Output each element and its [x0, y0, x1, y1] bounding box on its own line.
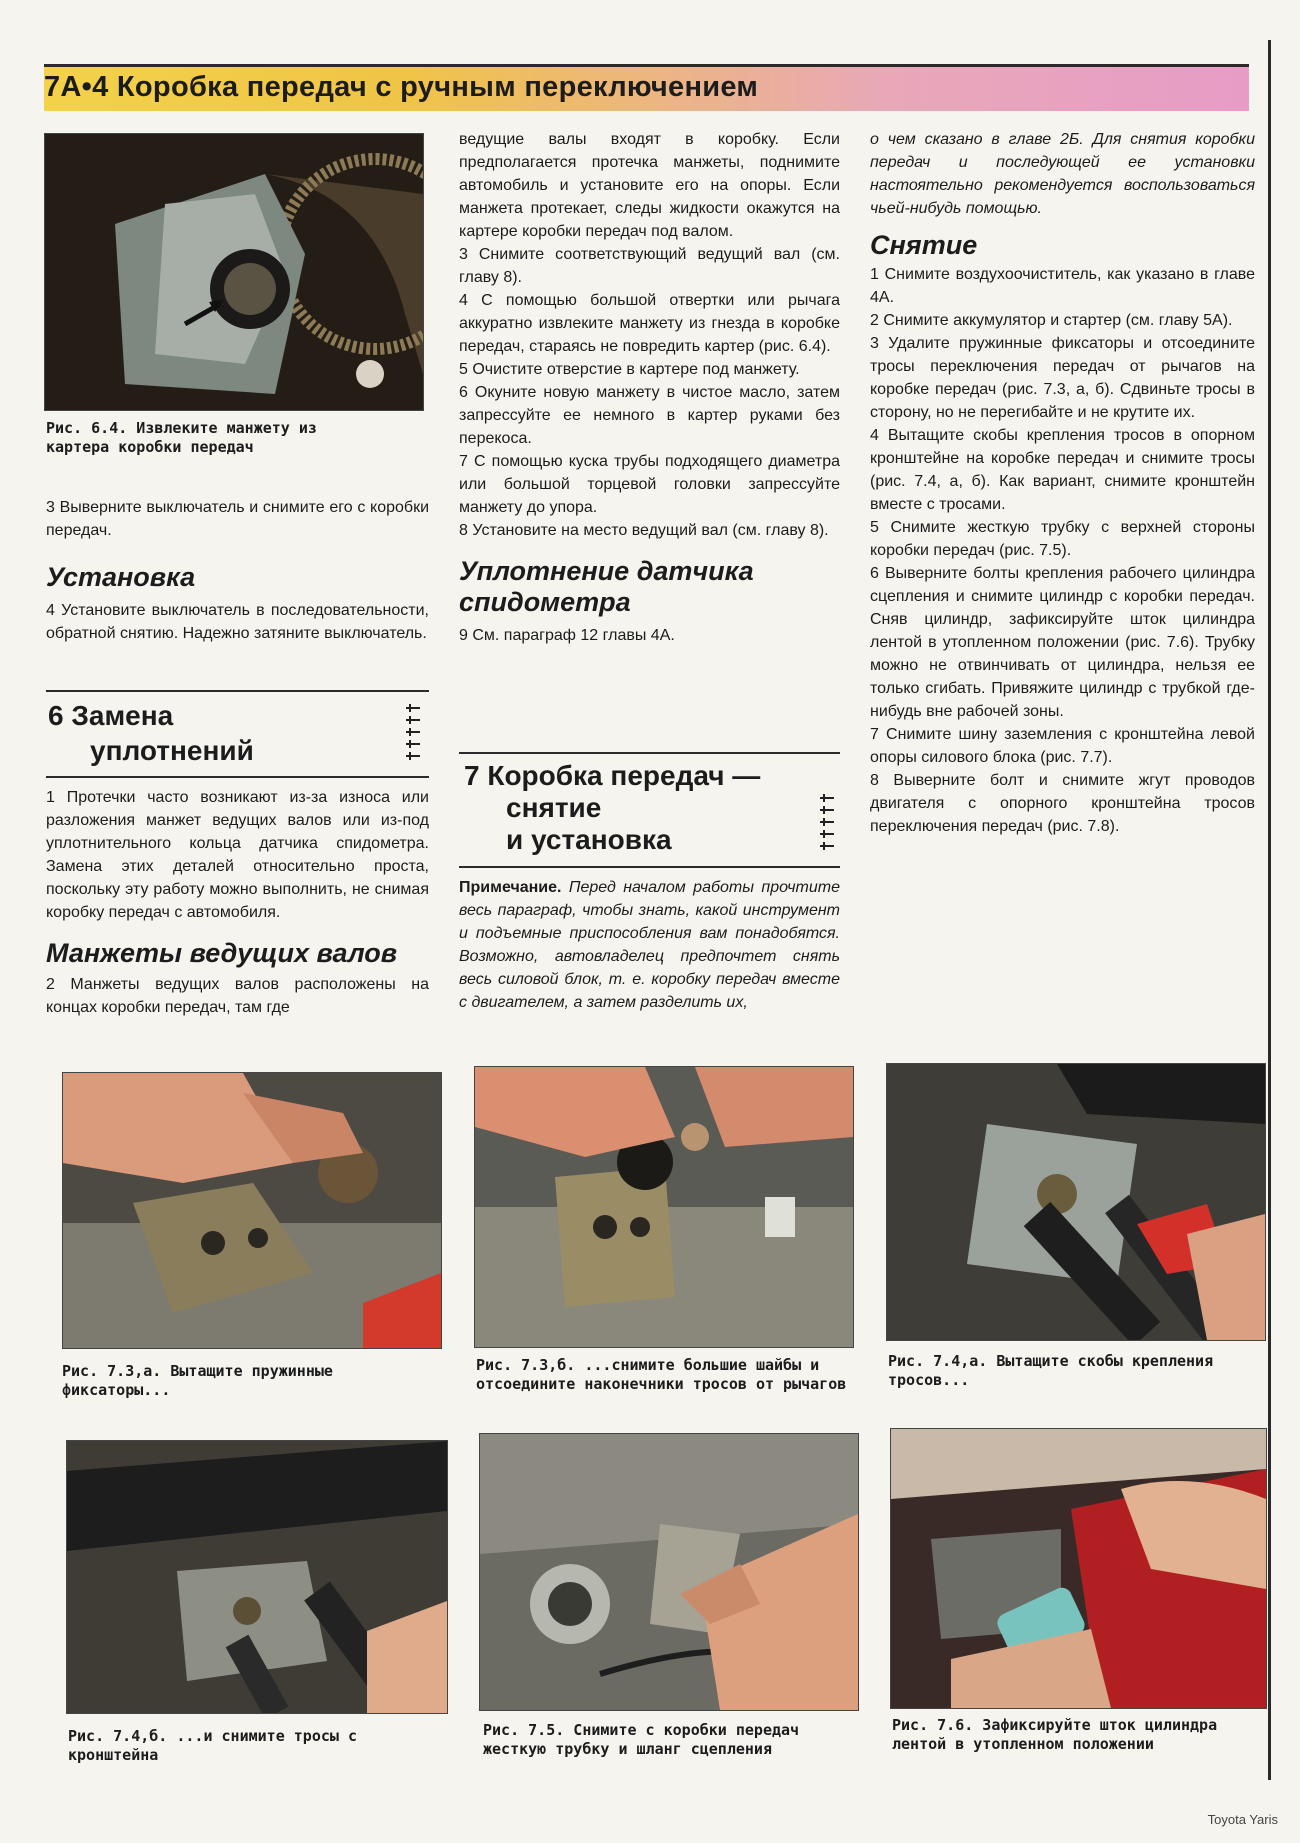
paragraph-col2-cont: ведущие валы входят в коробку. Если предполагается протечка манжеты, поднимите автомобиль и установите его на опоры. Если манжета протекает, следы жидкости окажутся на картере коробки передач под валом.	[459, 131, 840, 240]
caption-fig-7-4a: Рис. 7.4,а. Вытащите скобы крепления тросов...	[888, 1352, 1214, 1389]
photo-fig-7-3b	[474, 1066, 854, 1348]
paragraph-col3-6: 6 Выверните болты крепления рабочего цилиндра сцепления и снимите цилиндр с коробки передач. Сняв цилиндр, зафиксируйте шток цилиндра лентой в утопленном положении (рис. 7.6). Трубку можно не отвинчивать от цилиндра, нельзя ее только сгибать. Привяжите цилиндр с трубкой где-нибудь вне рабочей зоны.	[870, 565, 1255, 720]
heading-uplotnenie-line2: спидометра	[459, 587, 631, 617]
section-7-top-rule	[459, 752, 840, 754]
heading-snyatie: Снятие	[870, 230, 978, 260]
paragraph-col2-8: 8 Установите на место ведущий вал (см. главу 8).	[459, 522, 829, 539]
section-7-title-line3: и установка	[506, 824, 672, 855]
section-7-title	[464, 760, 760, 856]
column-3	[870, 128, 1255, 838]
heading-ustanovka: Установка	[46, 562, 196, 592]
paragraph-col2-9: 9 См. параграф 12 главы 4А.	[459, 627, 675, 644]
caption-fig-7-5: Рис. 7.5. Снимите с коробки передач жесткую трубку и шланг сцепления	[483, 1721, 800, 1758]
paragraph-col1-3: 3 Выверните выключатель и снимите его с коробки передач.	[46, 499, 429, 539]
section-6-title-line1: 6 Замена	[48, 700, 174, 731]
paragraph-col1-4: 4 Установите выключатель в последовательности, обратной снятию. Надежно затяните выключатель.	[46, 602, 429, 642]
section-6-title-line2: уплотнений	[90, 735, 254, 766]
paragraph-col2-5: 5 Очистите отверстие в картере под манжету.	[459, 361, 800, 378]
caption-fig-6-4: Рис. 6.4. Извлеките манжету из картера коробки передач	[46, 419, 317, 456]
column-1-lower	[46, 786, 429, 1019]
paragraph-col2-4: 4 С помощью большой отвертки или рычага аккуратно извлеките манжету из гнезда в коробке передач, стараясь не повредить картер (рис. 6.4).	[459, 292, 840, 355]
column-1-upper	[46, 496, 429, 645]
paragraph-col3-4: 4 Вытащите скобы крепления тросов в опорном кронштейне на коробке передач и снимите тросы (рис. 7.4, а, б). Как вариант, снимите кронштейн вместе с тросами.	[870, 427, 1255, 513]
paragraph-col1-1: 1 Протечки часто возникают из-за износа или разложения манжет ведущих валов или из-под уплотнительного кольца датчика спидометра. Замена этих деталей относительно проста, поскольку эту работу можно выполнить, не снимая коробку передач с автомобиля.	[46, 789, 429, 921]
note-block	[459, 876, 840, 1014]
right-border	[1268, 40, 1271, 1780]
caption-fig-7-3b: Рис. 7.3,б. ...снимите большие шайбы и отсоедините наконечники тросов от рычагов	[476, 1356, 847, 1393]
paragraph-col3-2: 2 Снимите аккумулятор и стартер (см. главу 5А).	[870, 312, 1233, 329]
difficulty-spanner-icon-6	[402, 700, 424, 773]
difficulty-spanner-icon-7	[816, 790, 838, 863]
engine-photo	[45, 134, 423, 410]
note-paragraph	[459, 876, 840, 1014]
paragraph-col3-5: 5 Снимите жесткую трубку с верхней стороны коробки передач (рис. 7.5).	[870, 519, 1255, 559]
paragraph-col3-1: 1 Снимите воздухоочиститель, как указано в главе 4А.	[870, 266, 1255, 306]
paragraph-col1-2: 2 Манжеты ведущих валов расположены на концах коробки передач, там где	[46, 976, 429, 1016]
header-title: 7A•4 Коробка передач с ручным переключением	[44, 71, 759, 103]
heading-manzhety: Манжеты ведущих валов	[46, 938, 398, 968]
section-7-bottom-rule	[459, 866, 840, 868]
section-6-title	[48, 698, 254, 768]
page-header	[44, 64, 1249, 111]
caption-fig-7-6: Рис. 7.6. Зафиксируйте шток цилиндра лентой в утопленном положении	[892, 1716, 1218, 1753]
paragraph-col3-cont: о чем сказано в главе 2Б. Для снятия коробки передач и последующей ее установки настоятельно рекомендуется воспользоваться чьей-нибудь помощью.	[870, 131, 1255, 217]
paragraph-col3-3: 3 Удалите пружинные фиксаторы и отсоедините тросы переключения передач от рычагов на коробке передач (рис. 7.3, а, б). Сдвиньте тросы в сторону, но не перегибайте и не крутите их.	[870, 335, 1255, 421]
section-7-title-line1: 7 Коробка передач —	[464, 760, 761, 791]
paragraph-col2-7: 7 С помощью куска трубы подходящего диаметра или большой торцевой головки запрессуйте манжету до упора.	[459, 453, 840, 516]
photo-fig-7-4a	[886, 1063, 1266, 1341]
paragraph-col3-7: 7 Снимите шину заземления с кронштейна левой опоры силового блока (рис. 7.7).	[870, 726, 1255, 766]
paragraph-col2-3: 3 Снимите соответствующий ведущий вал (см. главу 8).	[459, 246, 840, 286]
heading-uplotnenie	[459, 556, 840, 618]
column-2	[459, 128, 840, 647]
section-7-title-line2: снятие	[506, 792, 602, 823]
caption-fig-7-4b: Рис. 7.4,б. ...и снимите тросы с кронштейна	[68, 1727, 357, 1764]
photo-fig-7-5	[479, 1433, 859, 1711]
paragraph-col2-6: 6 Окуните новую манжету в чистое масло, затем запрессуйте ее немного в картер руками без перекоса.	[459, 384, 840, 447]
photo-fig-7-6	[890, 1428, 1267, 1709]
section-6-top-rule	[46, 690, 429, 692]
heading-uplotnenie-line1: Уплотнение датчика	[459, 556, 754, 586]
photo-fig-7-4b	[66, 1440, 448, 1714]
note-label: Примечание.	[459, 879, 562, 896]
photo-fig-6-4	[44, 133, 424, 411]
caption-fig-7-3a: Рис. 7.3,а. Вытащите пружинные фиксаторы...	[62, 1362, 333, 1399]
section-6-bottom-rule	[46, 776, 429, 778]
note-text: Перед началом работы прочтите весь параграф, чтобы знать, какой инструмент и подъемные приспособления вам понадобятся. Возможно, автовладелец предпочтет снять весь силовой блок, т. е. коробку передач вместе с двигателем, а затем разделить их,	[459, 879, 840, 1011]
photo-fig-7-3a	[62, 1072, 442, 1349]
paragraph-col3-8: 8 Выверните болт и снимите жгут проводов двигателя с опорного кронштейна тросов переключения передач (рис. 7.8).	[870, 772, 1255, 835]
footer-book-title: Toyota Yaris	[1207, 1812, 1278, 1827]
